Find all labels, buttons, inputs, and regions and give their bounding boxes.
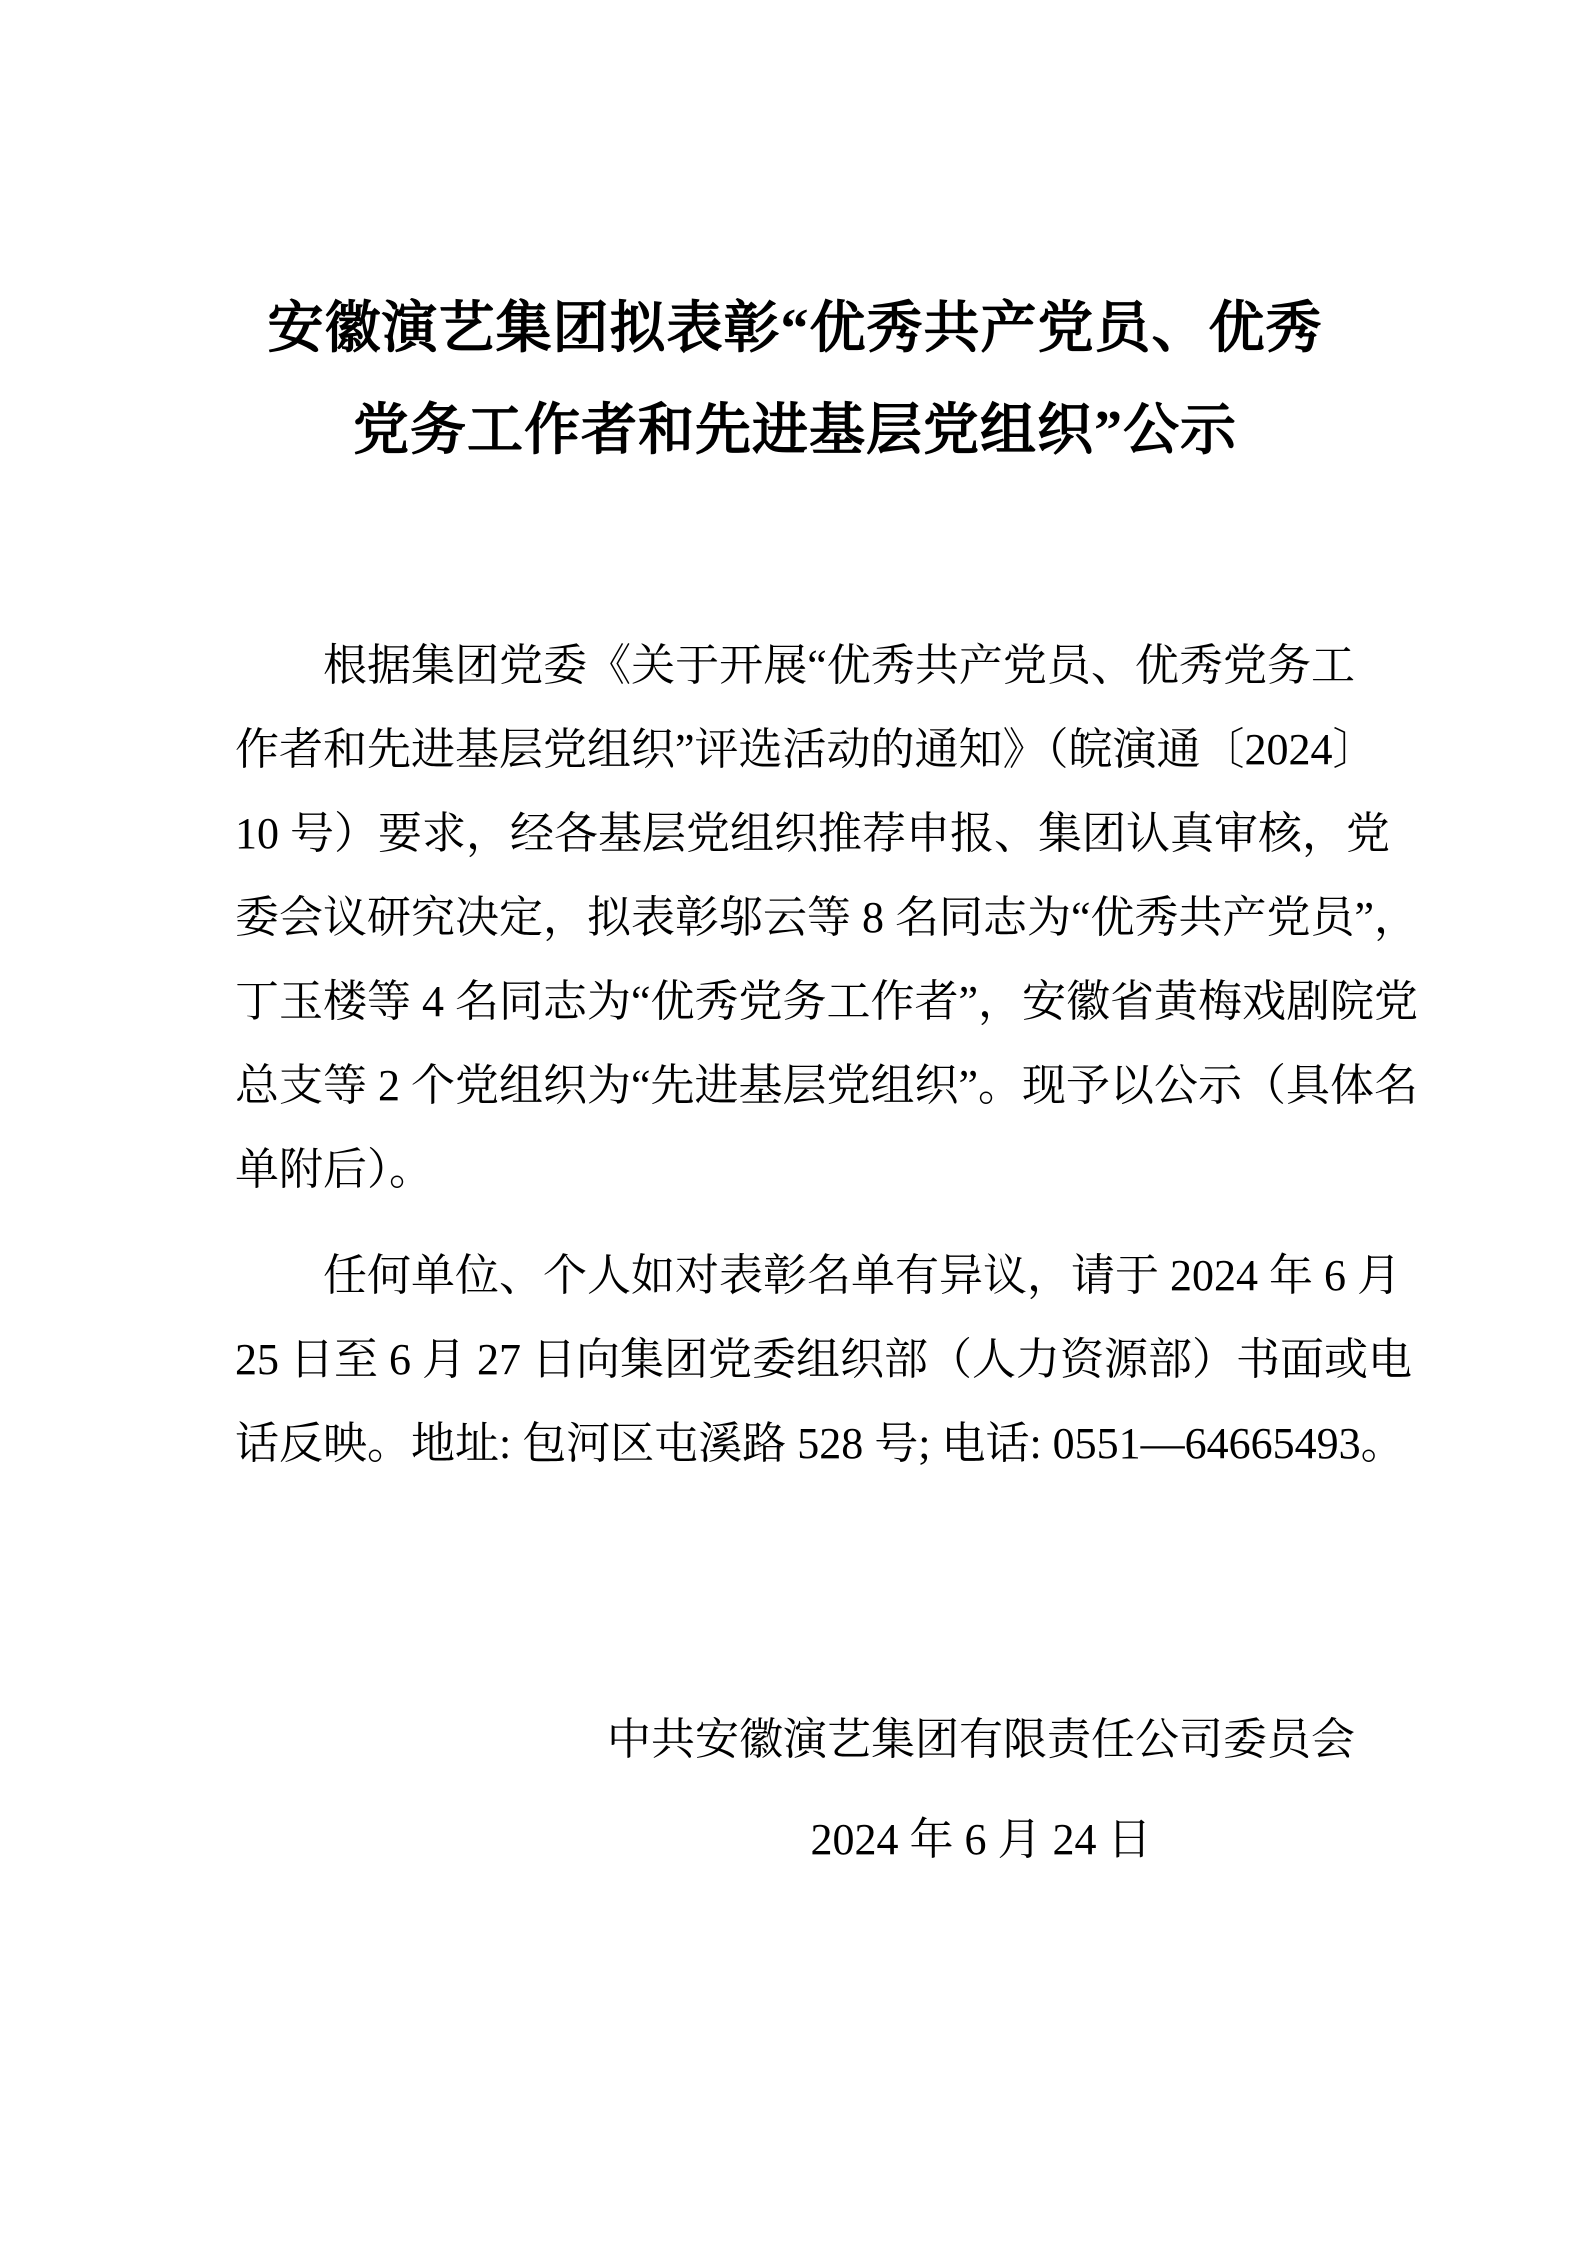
paragraph-2-line-2: 25 日至 6 月 27 日向集团党委组织部（人力资源部）书面或电	[235, 1335, 1412, 1384]
title-line-2: 党务工作者和先进基层党组织”公示	[353, 400, 1237, 462]
paragraph-1-line-5: 丁玉楼等 4 名同志为“优秀党务工作者”，安徽省黄梅戏剧院党	[235, 977, 1419, 1026]
paragraph-2-line-3: 话反映。地址: 包河区屯溪路 528 号; 电话: 0551—64665493。	[235, 1419, 1405, 1468]
signature-date: 2024 年 6 月 24 日	[810, 1815, 1152, 1864]
paragraph-1-line-1: 根据集团党委《关于开展“优秀共产党员、优秀党务工	[323, 641, 1355, 690]
title-line-1: 安徽演艺集团拟表彰“优秀共产党员、优秀	[267, 298, 1323, 360]
paragraph-1-line-4: 委会议研究决定，拟表彰邬云等 8 名同志为“优秀共产党员”，	[235, 893, 1419, 942]
document-body	[235, 624, 1419, 1882]
paragraph-1-line-7: 单附后）。	[235, 1145, 433, 1194]
paragraph-1-line-3: 10 号）要求，经各基层党组织推荐申报、集团认真审核，党	[235, 809, 1390, 858]
paragraph-2-line-1: 任何单位、个人如对表彰名单有异议，请于 2024 年 6 月	[323, 1251, 1401, 1300]
signature-committee: 中共安徽演艺集团有限责任公司委员会	[607, 1715, 1355, 1764]
paragraph-1-line-6: 总支等 2 个党组织为“先进基层党组织”。现予以公示（具体名	[235, 1061, 1419, 1110]
paragraph-2	[235, 1234, 1412, 1486]
paragraph-1-line-2: 作者和先进基层党组织”评选活动的通知》（皖演通〔2024〕	[235, 725, 1377, 774]
paragraph-1	[235, 624, 1419, 1212]
signature-block	[607, 1698, 1355, 1882]
document-title	[235, 278, 1355, 482]
